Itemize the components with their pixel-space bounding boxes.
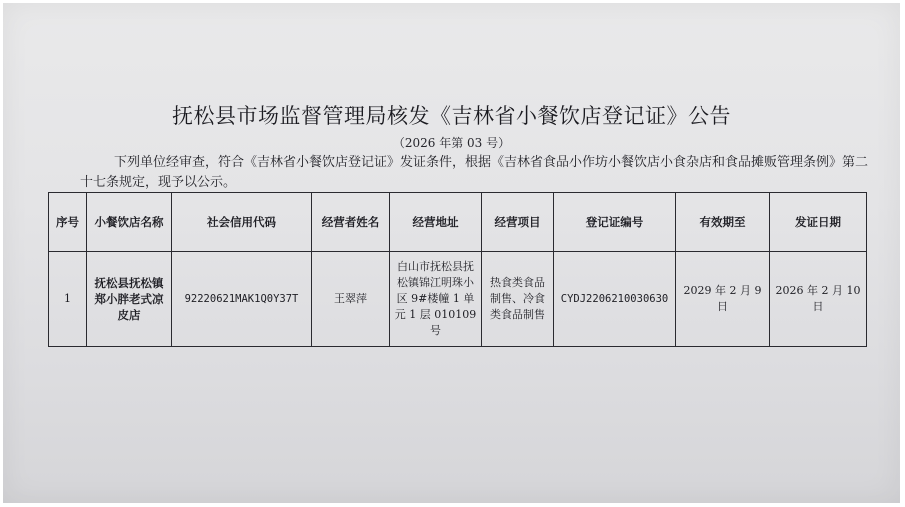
table-row xyxy=(49,252,867,347)
header-issue-date: 发证日期 xyxy=(770,193,867,252)
notice-number: （2026 年第 03 号） xyxy=(392,136,511,150)
notice-document xyxy=(3,3,900,503)
cell-address: 白山市抚松县抚松镇锦江明珠小区 9#楼幢 1 单元 1 层 010109 号 xyxy=(390,252,482,347)
header-address: 经营地址 xyxy=(390,193,482,252)
notice-title: 抚松县市场监督管理局核发《吉林省小餐饮店登记证》公告 xyxy=(172,104,731,128)
header-valid-until: 有效期至 xyxy=(676,193,770,252)
cell-credit-code: 92220621MAK1Q0Y37T xyxy=(172,252,312,347)
cell-operator-name: 王翠萍 xyxy=(312,252,390,347)
cell-certificate-number: CYDJ2206210030630 xyxy=(554,252,676,347)
cell-valid-until: 2029 年 2 月 9 日 xyxy=(676,252,770,347)
header-business-scope: 经营项目 xyxy=(482,193,554,252)
cell-shop-name: 抚松县抚松镇郑小胖老式凉皮店 xyxy=(87,252,172,347)
notice-body: 下列单位经审查，符合《吉林省小餐饮店登记证》发证条件，根据《吉林省食品小作坊小餐饮店小食杂店和食品摊贩管理条例》第二十七条规定，现予以公示。 xyxy=(80,155,869,190)
header-index: 序号 xyxy=(49,193,87,252)
cell-issue-date: 2026 年 2 月 10 日 xyxy=(770,252,867,347)
header-shop-name: 小餐饮店名称 xyxy=(87,193,172,252)
header-certificate-number: 登记证编号 xyxy=(554,193,676,252)
registration-table xyxy=(48,192,867,347)
cell-business-scope: 热食类食品制售、冷食类食品制售 xyxy=(482,252,554,347)
cell-index: 1 xyxy=(49,252,87,347)
header-credit-code: 社会信用代码 xyxy=(172,193,312,252)
table-header-row xyxy=(49,193,867,252)
header-operator-name: 经营者姓名 xyxy=(312,193,390,252)
